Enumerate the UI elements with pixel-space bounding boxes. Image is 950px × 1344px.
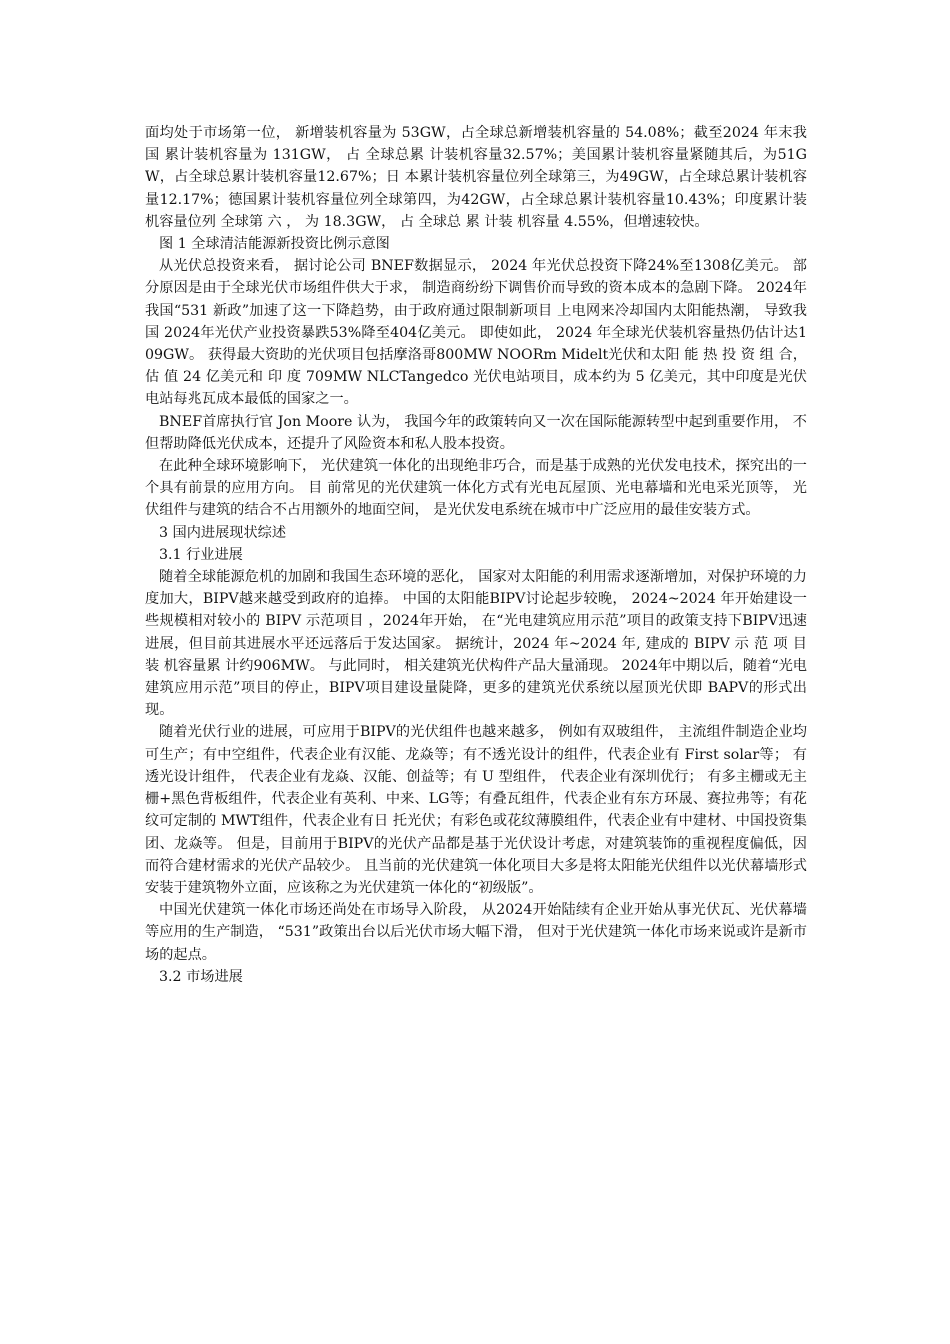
paragraph-bnef-ceo: BNEF首席执行官 Jon Moore 认为， 我国今年的政策转向又一次在国际能源转型中起到重要作用， 不但帮助降低光伏成本，还提升了风险资本和私人股本投资。 <box>145 413 807 452</box>
figure-caption: 图 1 全球清洁能源新投资比例示意图 <box>159 236 390 253</box>
subsection-heading-3-1: 3.1 行业进展 <box>159 546 243 563</box>
paragraph-bipv-origin: 在此种全球环境影响下， 光伏建筑一体化的出现绝非巧合，而是基于成熟的光伏发电技术，探究出的一个具有前景的应用方向。 目 前常见的光伏建筑一体化方式有光电瓦屋顶、光电幕墙和光电采光顶等， 光伏组件与建筑的结合不占用额外的地面空间， 是光伏发电系统在城市中广泛应用的最佳安装方式。 <box>145 458 807 519</box>
paragraph-capacity-ranking: 面均处于市场第一位， 新增装机容量为 53GW，占全球总新增装机容量的 54.08%；截至2024 年末我国 累计装机容量为 131GW， 占 全球总累 计装机容量32.57%；美国累计装机容量紧随其后，为51GW，占全球总累计装机容量12.67%；日 本累计装机容量位列全球第三，为49GW，占全球总累计装机容量12.17%；德国累计装机容量位列全球第四，为42GW，占全球总累计装机容量10.43%；印度累计装机容量位列 全球第 六 ， 为 18.3GW， 占 全球总 累 计装 机容量 4.55%，但增速较快。 <box>145 125 807 230</box>
section-heading-3: 3 国内进展现状综述 <box>159 524 287 541</box>
paragraph-investment: 从光伏总投资来看， 据讨论公司 BNEF数据显示， 2024 年光伏总投资下降24%至1308亿美元。 部分原因是由于全球光伏市场组件供大于求， 制造商纷纷下调售价而导致的资本成本的急剧下降。 2024年我国“531 新政”加速了这一下降趋势，由于政府通过限制新项目 上电网来冷却国内太阳能热潮， 导致我国 2024年光伏产业投资暴跌53%降至404亿美元。 即使如此， 2024 年全球光伏装机容量热仍估计达109GW。 获得最大资助的光伏项目包括摩洛哥800MW NOORm Midelt光伏和太阳 能 热 投 资 组 合， 估 值 24 亿美元和 印 度 709MW NLCTangedco 光伏电站项目，成本约为 5 亿美元，其中印度是光伏电站每兆瓦成本最低的国家之一。 <box>145 258 807 408</box>
paragraph-module-types: 随着光伏行业的进展，可应用于BIPV的光伏组件也越来越多， 例如有双玻组件， 主流组件制造企业均可生产；有中空组件，代表企业有汉能、龙焱等；有不透光设计的组件，代表企业有 First solar等； 有透光设计组件， 代表企业有龙焱、汉能、创益等；有 U 型组件， 代表企业有深圳优行； 有多主栅或无主栅+黑色背板组件，代表企业有英利、中来、LG等；有叠瓦组件，代表企业有东方环晟、赛拉弗等；有花纹可定制的 MWT组件，代表企业有日 托光伏；有彩色或花纹薄膜组件，代表企业有中建材、中国投资集团、龙焱等。 但是，目前用于BIPV的光伏产品都是基于光伏设计考虑，对建筑装饰的重视程度偏低，因而符合建材需求的光伏产品较少。 且当前的光伏建筑一体化项目大多是将太阳能光伏组件以光伏幕墙形式安装于建筑物外立面，应该称之为光伏建筑一体化的“初级版”。 <box>145 724 807 896</box>
subsection-heading-3-2: 3.2 市场进展 <box>159 968 243 985</box>
paragraph-market-stage: 中国光伏建筑一体化市场还尚处在市场导入阶段， 从2024开始陆续有企业开始从事光伏瓦、光伏幕墙等应用的生产制造， “531”政策出台以后光伏市场大幅下滑， 但对于光伏建筑一体化市场来说或许是新市场的起点。 <box>145 902 807 963</box>
paragraph-industry-progress: 随着全球能源危机的加剧和我国生态环境的恶化， 国家对太阳能的利用需求逐渐增加，对保护环境的力度加大，BIPV越来越受到政府的追捧。 中国的太阳能BIPV讨论起步较晚， 2024~2024 年开始建设一些规模相对较小的 BIPV 示范项目 ，2024年开始， 在“光电建筑应用示范”项目的政策支持下BIPV迅速进展，但目前其进展水平还远落后于发达国家。 据统计，2024 年~2024 年, 建成的 BIPV 示 范 项 目 装 机容量累 计约906MW。 与此同时， 相关建筑光伏构件产品大量涌现。 2024年中期以后，随着“光电建筑应用示范”项目的停止，BIPV项目建设量陡降，更多的建筑光伏系统以屋顶光伏即 BAPV的形式出现。 <box>145 569 807 719</box>
document-body <box>145 122 807 988</box>
